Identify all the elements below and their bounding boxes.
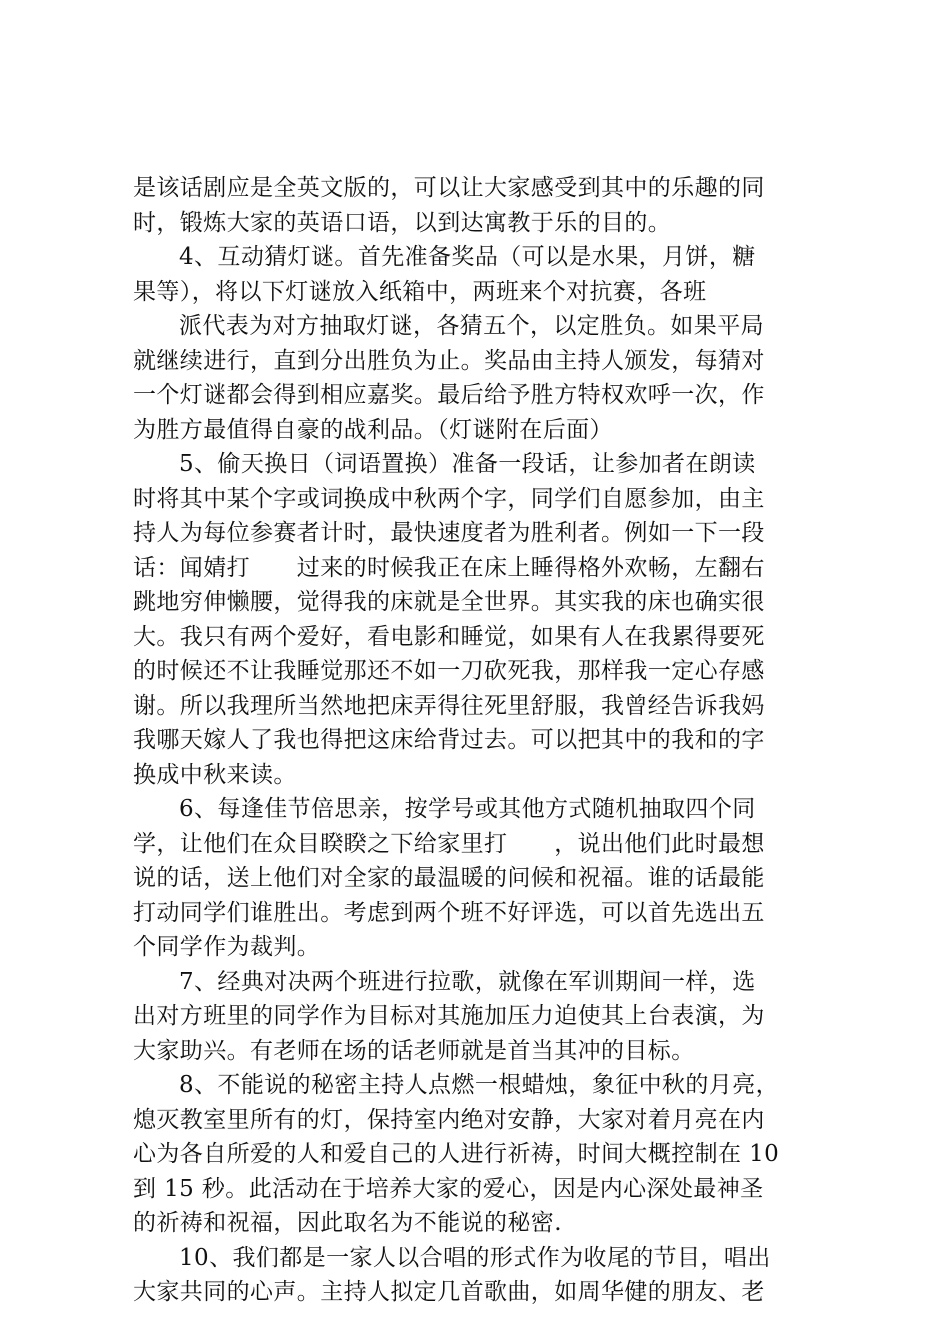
text-line: 大家助兴。有老师在场的话老师就是首当其冲的目标。 (133, 1037, 695, 1064)
text-line: 出对方班里的同学作为目标对其施加压力迫使其上台表演，为 (133, 1003, 765, 1029)
text-line: 7、经典对决两个班进行拉歌，就像在军训期间一样，选 (179, 968, 756, 995)
text-line: 说的话，送上他们对全家的最温暖的问候和祝福。谁的话最能 (133, 865, 765, 891)
text-line: 换成中秋来读。 (133, 761, 297, 788)
text-line: 谢。所以我理所当然地把床弄得往死里舒服，我曾经告诉我妈 (133, 692, 765, 719)
text-line: 大。我只有两个爱好，看电影和睡觉，如果有人在我累得要死 (133, 623, 765, 650)
text-line: 10、我们都是一家人以合唱的形式作为收尾的节目，唱出 (179, 1244, 771, 1271)
text-line: 熄灭教室里所有的灯，保持室内绝对安静，大家对着月亮在内 (133, 1106, 765, 1133)
text-line: 大家共同的心声。主持人拟定几首歌曲，如周华健的朋友、老 (133, 1279, 765, 1305)
text-line: 为胜方最值得自豪的战利品。（灯谜附在后面） (133, 416, 613, 443)
text-line: 是该话剧应是全英文版的，可以让大家感受到其中的乐趣的同 (133, 175, 765, 201)
text-line: 我哪天嫁人了我也得把这床给背过去。可以把其中的我和的字 (133, 727, 765, 753)
text-line: 一个灯谜都会得到相应嘉奖。最后给予胜方特权欢呼一次，作 (133, 382, 765, 408)
document-body (133, 171, 833, 1310)
text-line: 话：闻婧打 过来的时候我正在床上睡得格外欢畅，左翻右 (133, 554, 765, 581)
text-line: 的时候还不让我睡觉那还不如一刀砍死我，那样我一定心存感 (133, 658, 765, 684)
text-line: 跳地穷伸懒腰，觉得我的床就是全世界。其实我的床也确实很 (133, 589, 765, 615)
text-line: 学，让他们在众目睽睽之下给家里打 ，说出他们此时最想 (133, 830, 765, 857)
text-line: 时，锻炼大家的英语口语，以到达寓教于乐的目的。 (133, 209, 672, 236)
text-line: 的祈祷和祝福，因此取名为不能说的秘密. (133, 1210, 562, 1236)
text-line: 持人为每位参赛者计时，最快速度者为胜利者。例如一下一段 (133, 520, 765, 546)
text-line: 8、不能说的秘密主持人点燃一根蜡烛，象征中秋的月亮， (179, 1072, 780, 1098)
text-line: 派代表为对方抽取灯谜，各猜五个，以定胜负。如果平局 (179, 313, 764, 339)
text-line: 个同学作为裁判。 (133, 934, 321, 960)
text-line: 打动同学们谁胜出。考虑到两个班不好评选，可以首先选出五 (133, 899, 765, 926)
text-line: 6、每逢佳节倍思亲，按学号或其他方式随机抽取四个同 (179, 796, 756, 822)
text-line: 4、互动猜灯谜。首先准备奖品（可以是水果，月饼，糖 (179, 244, 756, 270)
text-line: 心为各自所爱的人和爱自己的人进行祈祷，时间大概控制在 10 (133, 1141, 780, 1167)
text-line: 到 15 秒。此活动在于培养大家的爱心，因是内心深处最神圣 (133, 1175, 764, 1202)
text-line: 5、偷天换日（词语置换）准备一段话，让参加者在朗读 (179, 451, 756, 477)
text-line: 就继续进行，直到分出胜负为止。奖品由主持人颁发，每猜对 (133, 347, 765, 374)
text-line: 时将其中某个字或词换成中秋两个字，同学们自愿参加，由主 (133, 485, 765, 512)
text-line: 果等），将以下灯谜放入纸箱中，两班来个对抗赛，各班 (133, 278, 707, 305)
